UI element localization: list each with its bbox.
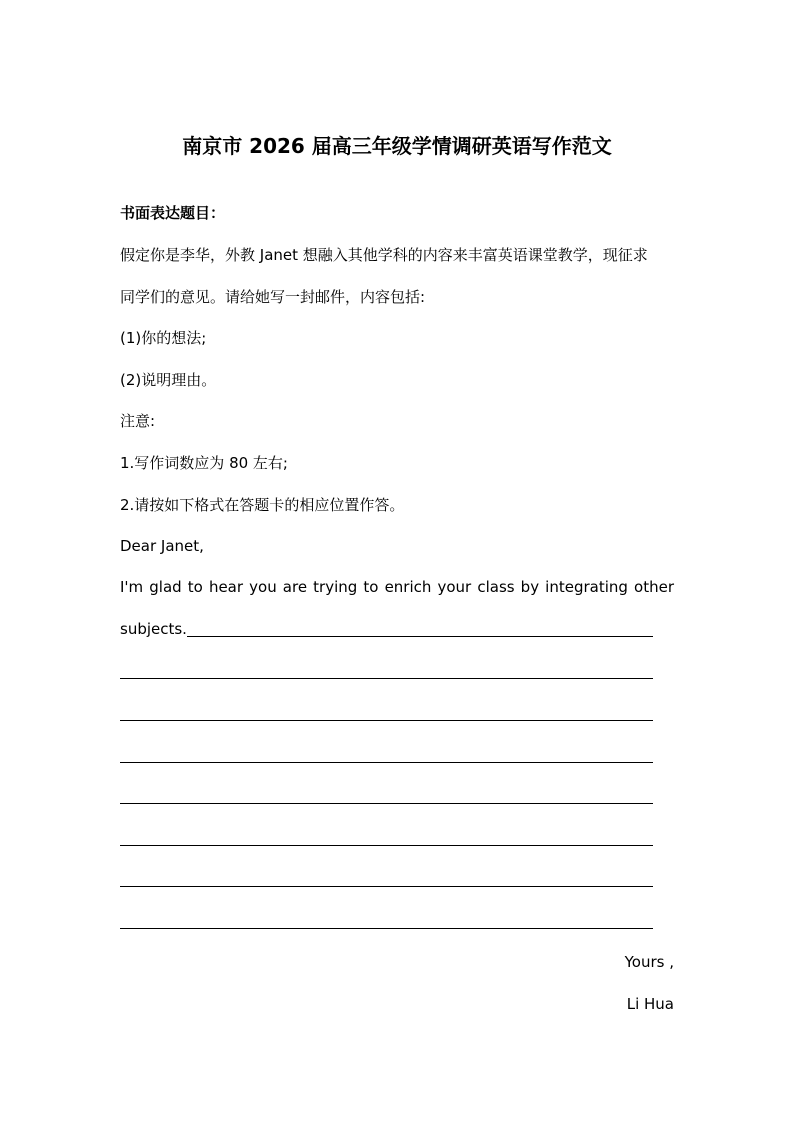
writing-blank-inline [187, 636, 653, 637]
document-title: 南京市 2026 届高三年级学情调研英语写作范文 [182, 134, 612, 158]
note-label: 注意: [120, 412, 156, 430]
writing-line [120, 762, 653, 763]
opening-line-1: I'm glad to hear you are trying to enrich your class by integrating other [120, 578, 674, 596]
prompt-line-2: 同学们的意见。请给她写一封邮件，内容包括: [120, 288, 426, 306]
signature: Li Hua [626, 995, 674, 1013]
opening-line-2: subjects. [120, 620, 187, 638]
writing-line [120, 720, 653, 721]
writing-line [120, 845, 653, 846]
note-1: 1.写作词数应为 80 左右; [120, 454, 288, 472]
note-2: 2.请按如下格式在答题卡的相应位置作答。 [120, 496, 405, 514]
writing-line [120, 678, 653, 679]
section-heading: 书面表达题目： [120, 204, 226, 222]
closing: Yours , [624, 953, 674, 971]
point-1: (1)你的想法; [120, 329, 207, 347]
prompt-line-1: 假定你是李华，外教 Janet 想融入其他学科的内容来丰富英语课堂教学，现征求 [120, 246, 648, 264]
point-2: (2)说明理由。 [120, 371, 217, 389]
salutation: Dear Janet, [120, 537, 204, 555]
writing-line [120, 803, 653, 804]
writing-line [120, 928, 653, 929]
writing-line [120, 886, 653, 887]
